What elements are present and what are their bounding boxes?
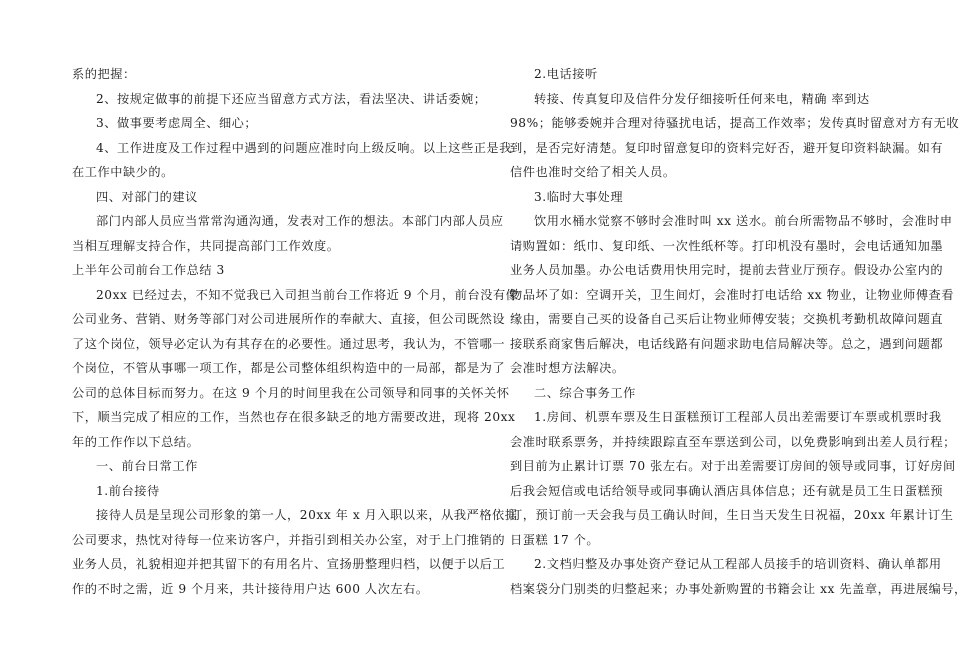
text-line: 物品坏了如：空调开关，卫生间灯，会准时打电话给 xx 物业，让物业师傅查看	[510, 287, 955, 302]
text-line: 上半年公司前台工作总结 3	[72, 263, 225, 277]
text-line: 年的工作作以下总结。	[72, 434, 200, 449]
text-line: 公司业务、营销、财务等部门对公司进展所作的奉献大、直接，但公司既然设	[72, 312, 506, 326]
text-line: 一、前台日常工作	[96, 459, 198, 473]
text-line: 会准时联系票务，并持续跟踪直至车票送到公司，以免费影响到出差人员行程；	[510, 434, 956, 449]
text-line: 3.临时大事处理	[534, 189, 624, 204]
text-line: 四、对部门的建议	[96, 189, 198, 204]
left-text-column	[72, 62, 519, 601]
text-line: 接联系商家售后解决，电话线路有问题求助电信局解决等。总之，遇到问题都	[510, 336, 944, 351]
text-line: 2.电话接听	[534, 67, 598, 81]
text-line: 系的把握：	[72, 67, 136, 81]
text-line: 饮用水桶水觉察不够时会准时叫 xx 送水。前台所需物品不够时，会准时申	[534, 214, 953, 228]
text-line: 公司要求，热忱对待每一位来访客户，并指引到相关办公室，对于上门推销的	[72, 532, 506, 547]
text-line: 当相互理解支持合作，共同提高部门工作效度。	[72, 238, 340, 253]
text-line: 3、做事要考虑周全、细心；	[96, 116, 258, 130]
text-line: 4、工作进度及工作过程中遇到的问题应准时向上级反响。以上这些正是我	[96, 140, 512, 155]
text-line: 会准时想方法解决。	[510, 361, 625, 375]
text-line: 二、综合事务工作	[534, 385, 636, 400]
text-line: 作的不时之需，近 9 个月来，共计接待用户达 600 人次左右。	[72, 581, 429, 596]
text-line: 公司的总体目标而努力。在这 9 个月的时间里我在公司领导和同事的关怀关怀	[72, 385, 510, 400]
text-line: 个岗位，不管从事哪一项工作，都是公司整体组织构造中的一局部，都是为了	[72, 361, 506, 375]
text-line: 98%；能够委婉并合理对待骚扰电话，提高工作效率；发传真时留意对方有无收	[510, 116, 960, 130]
text-line: 在工作中缺少的。	[72, 165, 174, 179]
text-line: 后我会短信或电话给领导或同事确认酒店具体信息；还有就是员工生日蛋糕预	[510, 483, 944, 498]
text-line: 下，顺当完成了相应的工作，当然也存在很多缺乏的地方需要改进，现将 20xx	[72, 410, 516, 424]
text-line: 转接、传真复印及信件分发仔细接听任何来电，精确 率到达	[534, 91, 870, 106]
text-line: 档案袋分门别类的归整起来；办事处新购置的书籍会让 xx 先盖章，再进展编号，	[510, 581, 967, 596]
text-line: 1.前台接待	[96, 483, 160, 498]
text-line: 缘由，需要自己买的设备自己买后让物业师傅安装；交换机考勤机故障问题直	[510, 312, 944, 326]
text-line: 订，预订前一天会我与员工确认时间，生日当天发生日祝福，20xx 年累计订生	[510, 508, 954, 522]
text-line: 业务人员加墨。办公电话费用快用完时，提前去营业厅预存。假设办公室内的	[510, 263, 944, 277]
text-line: 2.文档归整及办事处资产登记从工程部人员接手的培训资料、确认单都用	[534, 557, 942, 571]
text-line: 到，是否完好清楚。复印时留意复印的资料完好否，避开复印资料缺漏。如有	[510, 140, 944, 155]
text-line: 到目前为止累计订票 70 张左右。对于出差需要订房间的领导或同事，订好房间	[510, 459, 956, 473]
right-text-column	[510, 62, 967, 601]
text-line: 接待人员是呈现公司形象的第一人，20xx 年 x 月入职以来，从我严格依据	[96, 508, 518, 522]
text-line: 业务人员，礼貌相迎并把其留下的有用名片、宣扬册整理归档，以便于以后工	[72, 557, 506, 571]
text-line: 日蛋糕 17 个。	[510, 532, 600, 547]
text-line: 信件也准时交给了相关人员。	[510, 165, 676, 179]
text-line: 部门内部人员应当常常沟通沟通，发表对工作的想法。本部门内部人员应	[96, 214, 504, 228]
text-line: 1.房间、机票车票及生日蛋糕预订工程部人员出差需要订车票或机票时我	[534, 410, 942, 424]
text-line: 2、按规定做事的前提下还应当留意方式方法，看法坚决、讲话委婉；	[96, 91, 487, 106]
text-line: 了这个岗位，领导必定认为有其存在的必要性。通过思考，我认为，不管哪一	[72, 336, 506, 351]
text-line: 请购置如：纸巾、复印纸、一次性纸杯等。打印机没有墨时，会电话通知加墨	[510, 238, 944, 253]
text-line: 20xx 已经过去，不知不觉我已入司担当前台工作将近 9 个月，前台没有像	[96, 287, 519, 302]
